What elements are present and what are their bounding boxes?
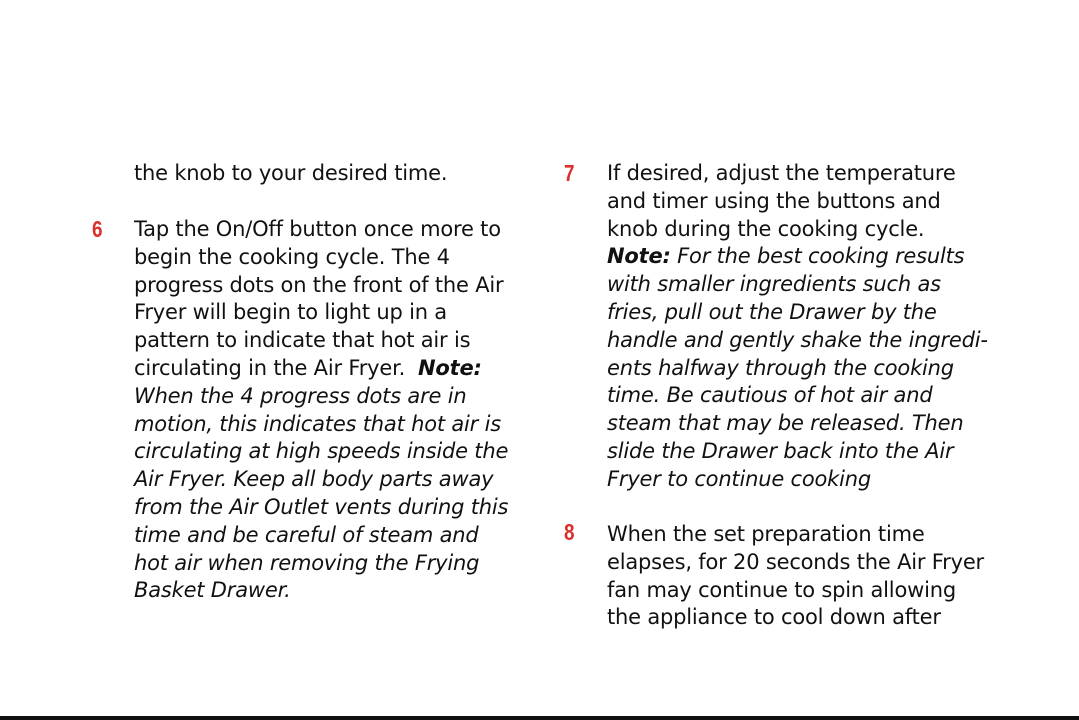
note-line: motion, this indicates that hot air is <box>134 411 501 436</box>
text-line: elapses, for 20 seconds the Air Fryer <box>607 549 984 574</box>
text-line: When the set preparation time <box>607 522 925 546</box>
step-7-text <box>607 160 988 494</box>
note-line: Fryer to continue cooking <box>607 466 871 491</box>
text-line: Tap the On/Off button once more to <box>134 217 501 241</box>
step-8-text <box>607 521 984 632</box>
step-number-7: 7 <box>564 160 575 186</box>
note-fragment: For the best cooking results <box>677 244 965 269</box>
bottom-border <box>0 716 1079 720</box>
text-line: and timer using the buttons and <box>607 188 941 213</box>
text-line: fan may continue to spin allowing <box>607 577 956 602</box>
text-line: Fryer will begin to light up in a <box>134 300 447 325</box>
note-line: time. Be cautious of hot air and <box>607 383 933 408</box>
note-label: Note: <box>607 244 671 269</box>
note-line: steam that may be released. Then <box>607 411 964 436</box>
note-line: slide the Drawer back into the Air <box>607 438 954 463</box>
text-line: knob during the cooking cycle. <box>607 216 925 241</box>
note-line: Basket Drawer. <box>134 578 291 603</box>
step5-continuation <box>134 160 447 188</box>
note-label: Note: <box>418 355 482 380</box>
note-line: handle and gently shake the ingredi- <box>607 327 988 352</box>
note-line-with-label <box>607 243 988 271</box>
note-line: with smaller ingredients such as <box>607 272 941 297</box>
text-line: progress dots on the front of the Air <box>134 272 504 297</box>
text-line: pattern to indicate that hot air is <box>134 328 471 353</box>
note-line: circulating at high speeds inside the <box>134 439 509 464</box>
text-line-with-note <box>134 355 508 383</box>
note-line: hot air when removing the Frying <box>134 550 480 575</box>
text-line: the appliance to cool down after <box>607 605 941 630</box>
continuation-line: the knob to your desired time. <box>134 161 448 185</box>
text-line: begin the cooking cycle. The 4 <box>134 244 450 269</box>
step-number-6: 6 <box>92 216 103 242</box>
text-line: If desired, adjust the temperature <box>607 161 956 185</box>
note-line: When the 4 progress dots are in <box>134 383 467 408</box>
step-6-text <box>134 216 508 605</box>
note-line: ents halfway through the cooking <box>607 355 954 380</box>
note-line: time and be careful of steam and <box>134 522 479 547</box>
note-line: fries, pull out the Drawer by the <box>607 299 937 324</box>
text-fragment: circulating in the Air Fryer. <box>134 355 406 380</box>
note-line: Air Fryer. Keep all body parts away <box>134 467 494 492</box>
note-line: from the Air Outlet vents during this <box>134 494 509 519</box>
step-number-8: 8 <box>564 519 575 545</box>
